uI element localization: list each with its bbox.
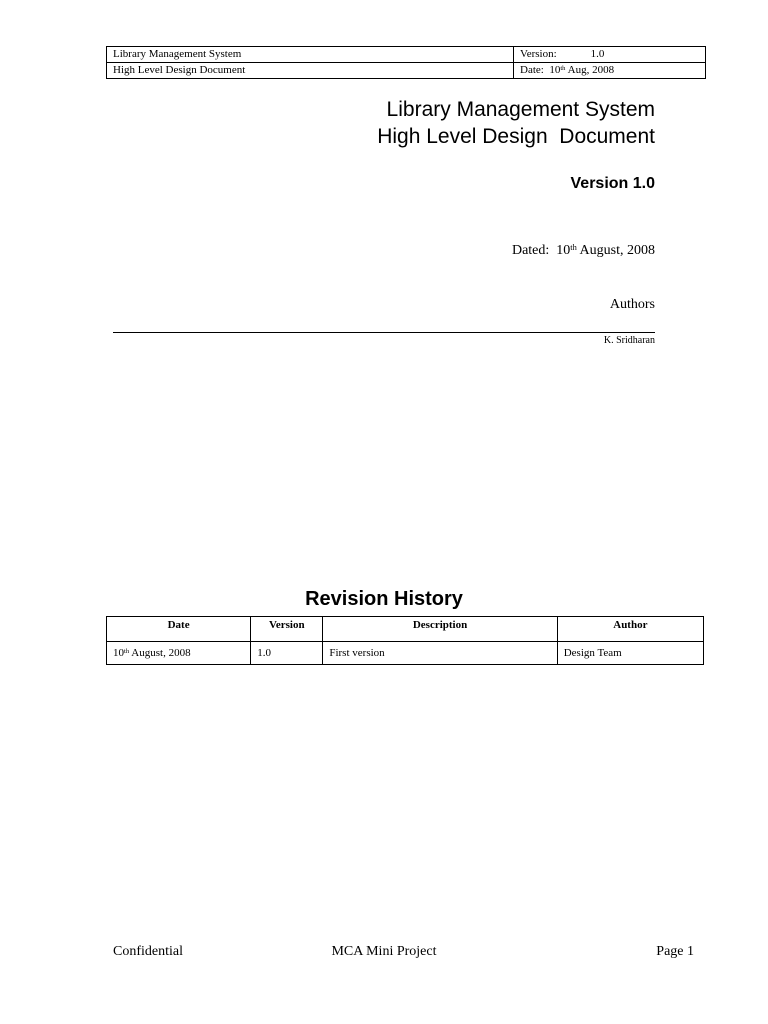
dated-label: Dated: [511,243,550,258]
column-header-version: Version [251,617,323,642]
revision-history-table [106,616,704,665]
header-document-name: High Level Design Document [107,63,514,79]
authors-label: Authors [609,297,655,312]
title-line-1: Library Management System [386,98,655,121]
dated-day: 10 [556,243,571,258]
revision-date-suffix: th [124,648,130,656]
header-date-suffix: th [560,65,566,73]
document-header-table [106,46,706,79]
header-row-2 [107,63,706,79]
revision-description: First version [323,642,557,665]
revision-date-day: 10 [113,647,124,659]
author-name: K. Sridharan [603,335,655,346]
document-version: Version 1.0 [570,175,655,192]
header-date-label: Date: [520,64,544,76]
revision-version: 1.0 [251,642,323,665]
header-version-label: Version: [520,48,557,60]
footer-confidential: Confidential [113,944,183,959]
revision-date [107,642,251,665]
revision-author: Design Team [557,642,703,665]
title-line-2: High Level Design Document [377,125,655,148]
header-project-name: Library Management System [107,47,514,63]
header-version-value: 1.0 [590,48,605,60]
header-date [514,63,706,79]
column-header-description: Description [323,617,557,642]
revision-history-header-row [107,617,704,642]
footer-project: MCA Mini Project [331,944,437,959]
document-dated [512,243,655,259]
revision-history-heading: Revision History [305,588,463,610]
header-date-day: 10 [549,64,561,76]
header-row-1 [107,47,706,63]
header-date-rest: Aug, 2008 [567,64,615,76]
footer-page-number: Page 1 [656,944,694,959]
header-version [514,47,706,63]
document-title [377,96,655,150]
authors-divider [113,332,655,333]
column-header-date: Date [107,617,251,642]
revision-date-rest: August, 2008 [131,647,191,659]
table-row [107,642,704,665]
dated-suffix: th [570,243,577,253]
dated-rest: August, 2008 [579,243,655,258]
column-header-author: Author [557,617,703,642]
